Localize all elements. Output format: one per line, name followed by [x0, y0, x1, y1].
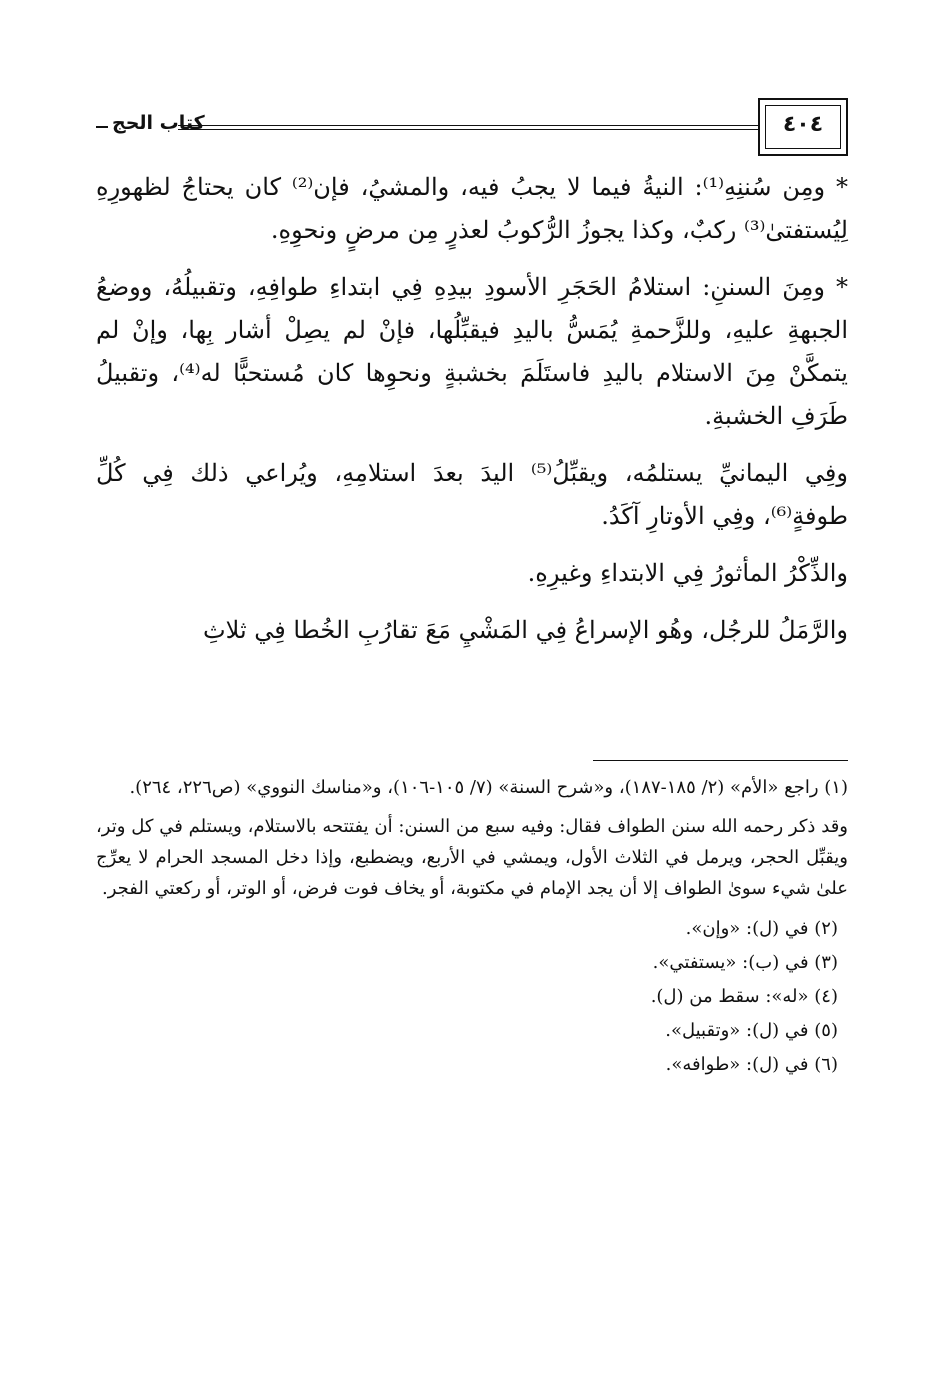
header-rule-long: [178, 125, 758, 130]
book-title: كتاب الحج: [112, 112, 205, 134]
page-number: ٤٠٤: [782, 112, 824, 137]
footnote-1-continued: وقد ذكر رحمه الله سنن الطواف فقال: وفيه سبع من السنن: أن يفتتحه بالاستلام، ويستلم في كل وتر، ويقبِّل الحجر، ويرمل في الثلاث الأول، ويمشي في الأربع، ويضطبع، وإذا دخل المسجد الحرام لا يعرِّج علىٰ شيء سوىٰ الطواف إلا أن يجد الإمام في مكتوبة، أو يخاف فوت فرض، أو الوتر، أو ركعتي الفجر.: [96, 816, 848, 899]
footnote-6: (٦) في (ل): «طوافه».: [665, 1054, 838, 1075]
footnote-4: (٤) «له»: سقط من (ل).: [650, 986, 838, 1007]
footnote-5: (٥) في (ل): «وتقبيل».: [665, 1020, 838, 1041]
paragraph: * ومِن سُننِهِ⁽¹⁾: النيةُ فيما لا يجبُ فيه، والمشيُ، فإن⁽²⁾ كان يحتاجُ لظهورِهِ لِيُستفتىٰ⁽³⁾ ركبٌ، وكذا يجوزُ الرُّكوبُ لعذرٍ مِن مرضٍ ونحوِهِ.: [96, 173, 849, 244]
footnote-3: (٣) في (ب): «يستفتي».: [652, 952, 838, 973]
header-rule-end: [96, 126, 108, 128]
footnotes: [96, 772, 848, 1082]
footnote-1: (١) راجع «الأم» (٢/ ١٨٥-١٨٧)، و«شرح السنة» (٧/ ١٠٥-١٠٦)، و«مناسك النووي» (ص٢٢٦، ٢٦٤).: [129, 777, 848, 798]
paragraph: * ومِنَ السننِ: استلامُ الحَجَرِ الأسودِ بيدِهِ فِي ابتداءِ طوافِهِ، وتقبيلُهُ، ووضعُ الجبهةِ عليهِ، وللزَّحمةِ يُمَسُّ باليدِ فيقبِّلُها، فإنْ لم يصِلْ أشار بِها، وإنْ لم يتمكَّنْ مِنَ الاستلام باليدِ فاستَلَمَ بخشبةٍ ونحوِها كان مُستحبًّا له⁽⁴⁾، وتقبيلُ طَرَفِ الخشبةِ.: [96, 273, 848, 430]
paragraph: وفِي اليمانيِّ يستلمُه، ويقبِّلُ⁽⁵⁾ اليدَ بعدَ استلامِهِ، ويُراعي ذلك فِي كُلِّ طوفةٍ⁽⁶⁾، وفِي الأوتارِ آكَدُ.: [96, 459, 848, 530]
page-number-frame: [758, 98, 848, 156]
footnote-2: (٢) في (ل): «وإن».: [685, 918, 838, 939]
paragraph: والذِّكْرُ المأثورُ فِي الابتداءِ وغيرِهِ.: [527, 559, 848, 587]
paragraph: والرَّمَلُ للرجُل، وهُو الإسراعُ فِي المَشْيِ مَعَ تقارُبِ الخُطا فِي ثلاثِ: [203, 616, 848, 644]
running-header: [96, 98, 848, 160]
footnote-separator: [593, 760, 848, 761]
main-text: [96, 166, 848, 666]
